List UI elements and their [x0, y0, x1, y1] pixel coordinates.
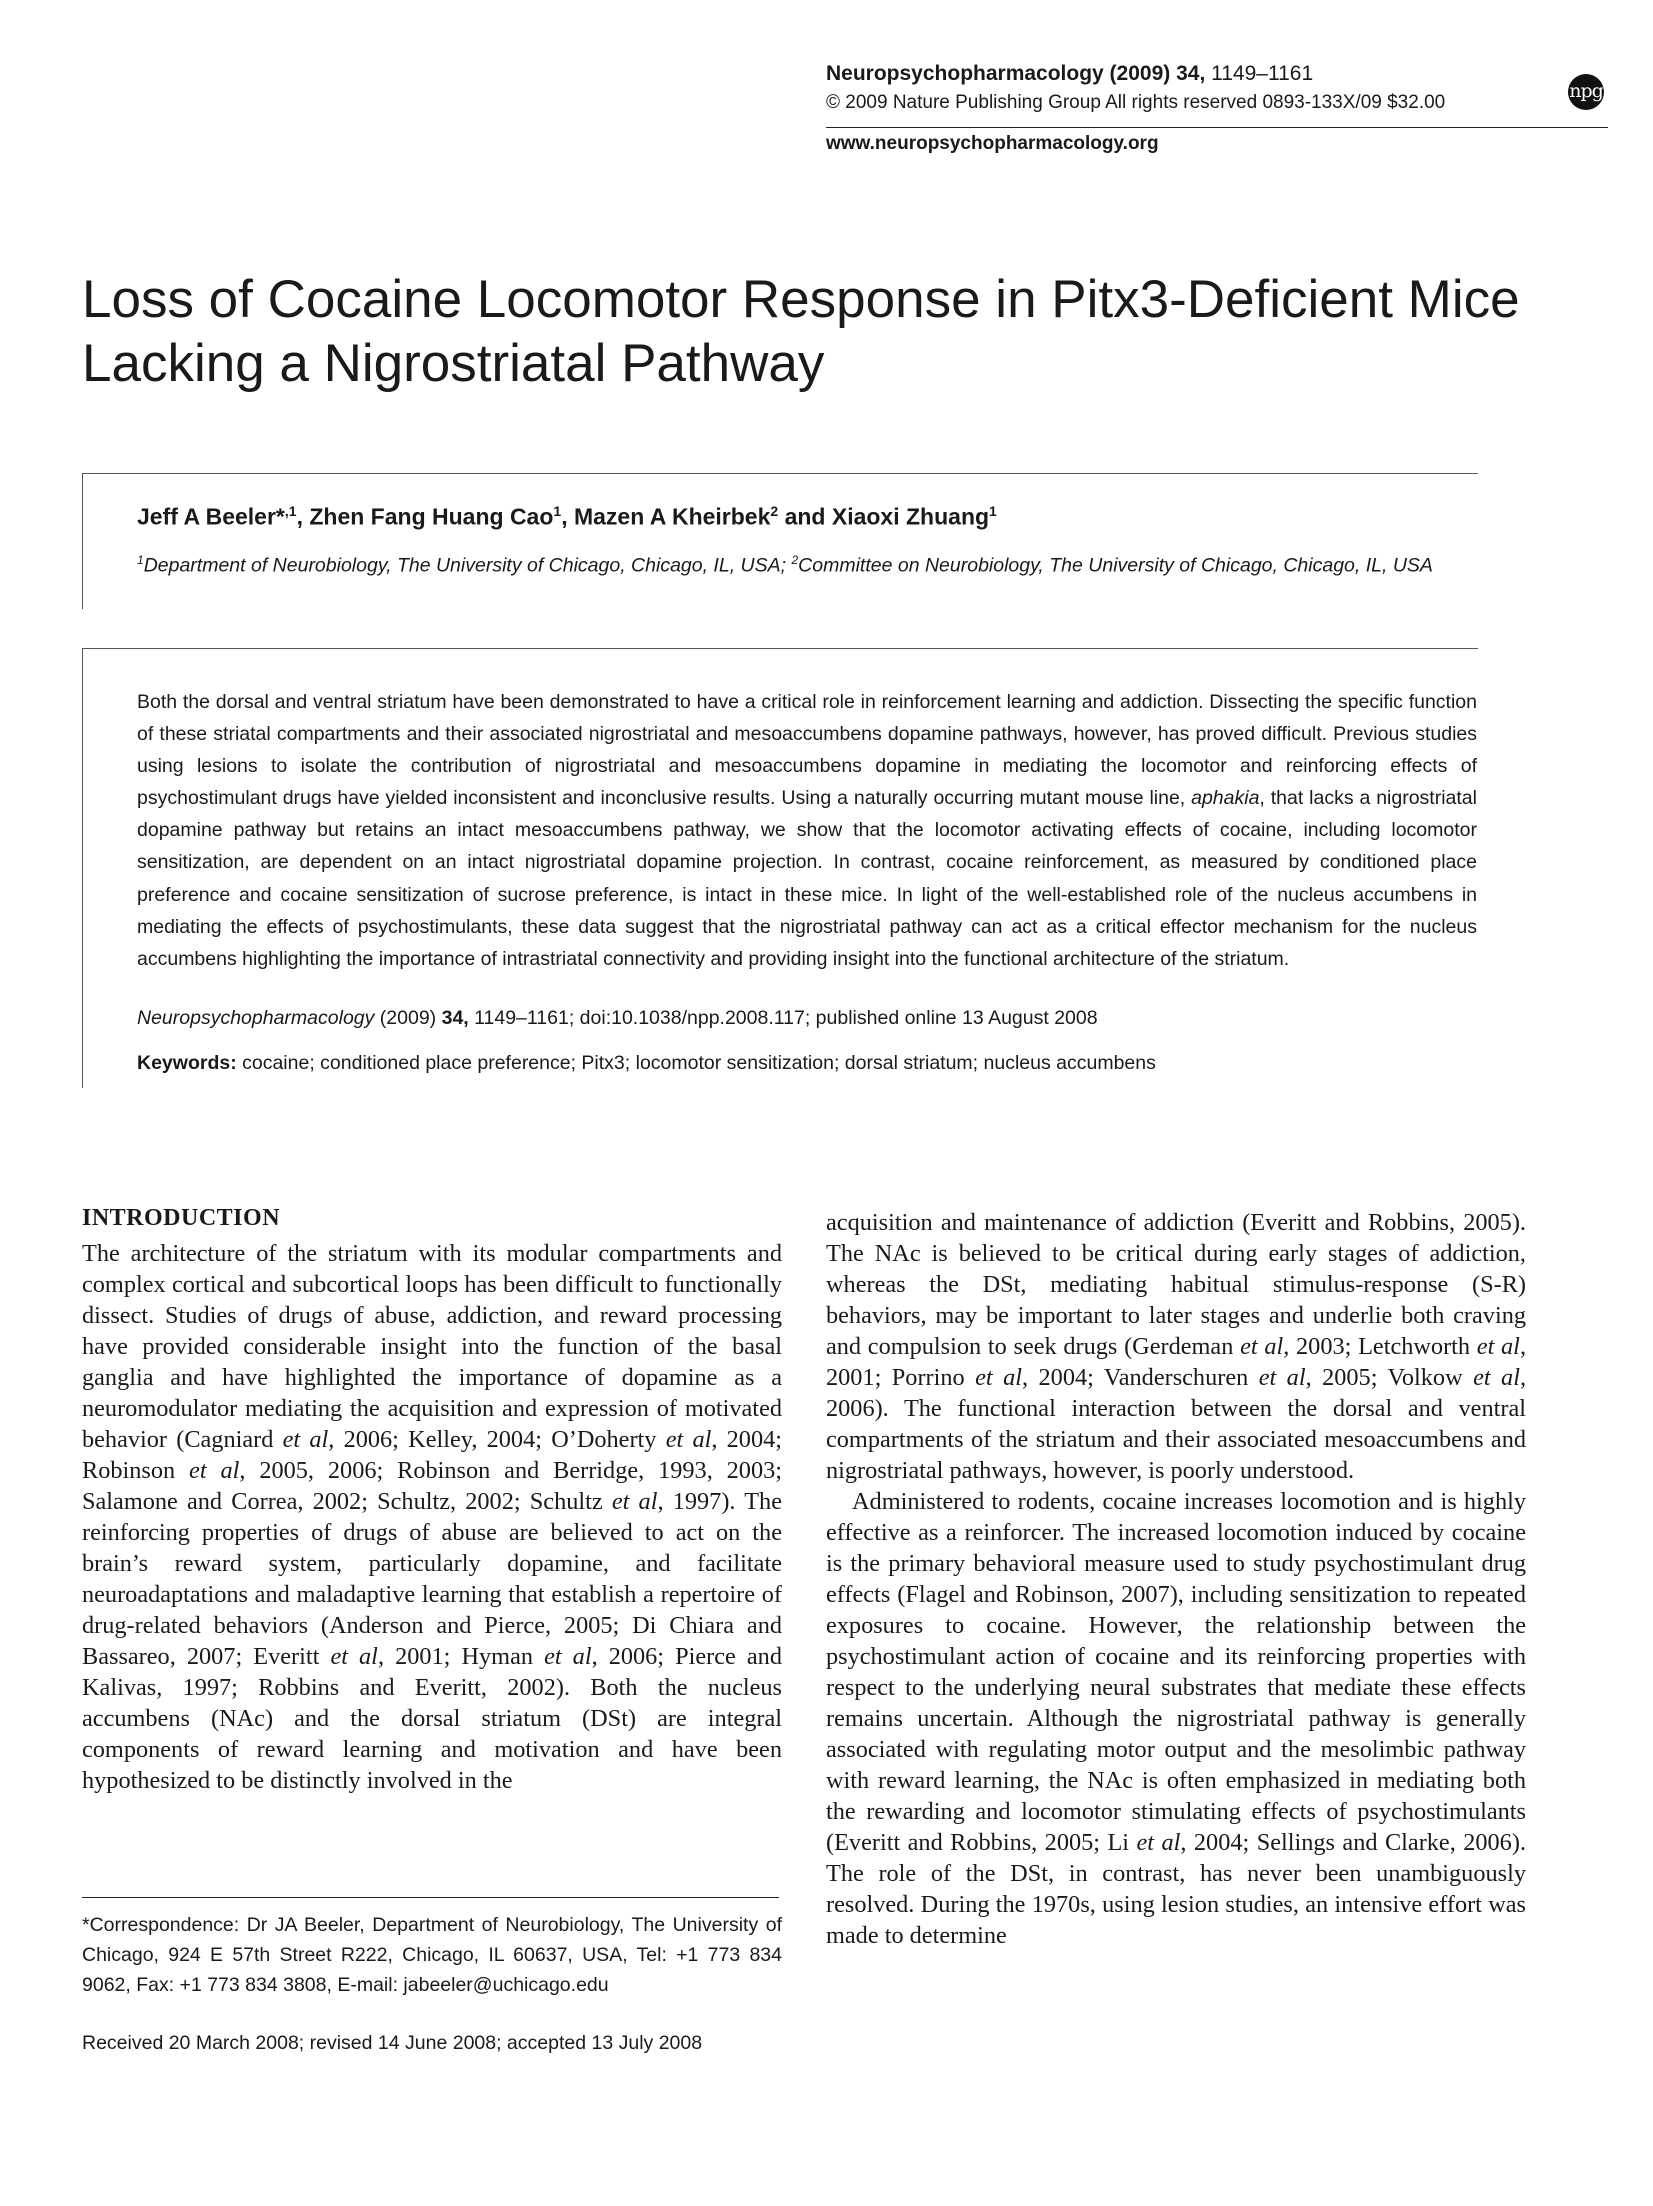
text-span: , 2006). The functional interaction between the dorsal and ventral compartments of the striatum and their associated mesoaccumbens and nigrostriatal pathways, however, is poorly understood. [826, 1364, 1527, 1484]
abstract-part: Both the dorsal and ventral striatum have been demonstrated to have a critical role in reinforcement learning and addiction. Dissecting the specific function of these striatal compartments and their associated nigrostriatal and mesoaccumbens dopamine pathways, however, has proved difficult. Previous studies using lesions to isolate the contribution of nigrostriatal and mesoaccumbens dopamine in mediating the locomotor and reinforcing effects of psychostimulant drugs have yielded inconsistent and inconclusive results. Using a naturally occurring mutant mouse line, [137, 691, 1477, 810]
text-span: , 2006; Pierce and Kalivas, 1997; Robbins and Everitt, 2002). Both the nucleus accumbens (NAc) and the dorsal striatum (DSt) are integral components of reward learning and motivation and have been hypothesized to be distinctly involved in the [82, 1643, 782, 1794]
received-dates: Received 20 March 2008; revised 14 June 2008; accepted 13 July 2008 [82, 2032, 703, 2054]
author-affil-marker: 2 [770, 503, 779, 519]
et-al: et al [665, 1426, 712, 1453]
text-span: , 2005, 2006; Robinson and Berridge, 1993, 2003; Salamone and Correa, 2002; Schultz, 2002; Schultz [82, 1457, 782, 1515]
et-al: et al [1476, 1333, 1520, 1360]
section-heading-introduction: INTRODUCTION [82, 1205, 281, 1231]
affiliations [137, 544, 1437, 582]
intro-paragraph [82, 1238, 782, 1796]
text-span: , 1997). The reinforcing properties of drugs of abuse are believed to act on the brain’s reward system, particularly dopamine, and facilitate neuroadaptations and maladaptive learning that establish a repertoire of drug-related behaviors (Anderson and Pierce, 2005; Di Chiara and Bassareo, 2007; Everitt [82, 1488, 782, 1670]
abstract-citation [137, 1007, 1098, 1030]
author-list [137, 503, 997, 531]
keywords [137, 1052, 1156, 1075]
abstract-box-side-rule [82, 648, 83, 1088]
author-name: , Zhen Fang Huang Cao [296, 503, 554, 530]
et-al: et al [544, 1643, 592, 1670]
author-affil-marker: 1 [989, 503, 997, 519]
affiliation: Department of Neurobiology, The University of Chicago, Chicago, IL, USA; [143, 554, 792, 577]
affil-marker: 1 [137, 553, 144, 567]
citation-journal: Neuropsychopharmacology [137, 1007, 375, 1029]
author-name: , Mazen A Kheirbek [561, 503, 771, 530]
author-box-side-rule [82, 473, 83, 609]
keywords-label: Keywords: [137, 1052, 237, 1074]
et-al: et al [1240, 1333, 1284, 1360]
text-span: Administered to rodents, cocaine increases locomotion and is highly effective as a reinforcer. The increased locomotion induced by cocaine is the primary behavioral measure used to study psychostimulant drug effects (Flagel and Robinson, 2007), including sensitization to repeated exposures to cocaine. However, the relationship between the psychostimulant action of cocaine and its reinforcing properties with respect to the underlying neural substrates that mediate these effects remains uncertain. Although the nigrostriatal pathway is generally associated with regulating motor output and the mesolimbic pathway with reward learning, the NAc is often emphasized in mediating both the rewarding and locomotor stimulating effects of psychostimulants (Everitt and Robbins, 2005; Li [826, 1488, 1526, 1856]
text-span: , 2005; Volkow [1305, 1364, 1474, 1391]
text-span: acquisition and maintenance of addiction (Everitt and Robbins, 2005). The NAc is believed to be critical during early stages of addiction, whereas the DSt, mediating habitual stimulus-response (S-R) behaviors, may be important to later stages and underlie both craving and compulsion to seek drugs (Gerdeman [826, 1209, 1526, 1360]
author-affil-marker: ,1 [284, 503, 297, 519]
journal-citation-header [826, 62, 1313, 86]
et-al: et al [189, 1457, 240, 1484]
et-al: et al [1136, 1829, 1181, 1856]
affiliation: Committee on Neurobiology, The University of Chicago, Chicago, IL, USA [798, 554, 1433, 577]
text-span: , 2004; Sellings and Clarke, 2006). The role of the DSt, in contrast, has never been unambiguously resolved. During the 1970s, using lesion studies, an intensive effort was made to determine [826, 1829, 1526, 1949]
text-span: , 2004; Vanderschuren [1022, 1364, 1259, 1391]
et-al: et al [330, 1643, 378, 1670]
et-al: et al [975, 1364, 1023, 1391]
abstract-text [137, 686, 1477, 975]
text-span: The architecture of the striatum with its modular compartments and complex cortical and subcortical loops has been difficult to functionally dissect. Studies of drugs of abuse, addiction, and reward processing have provided considerable insight into the function of the basal ganglia and have highlighted the importance of dopamine as a neuromodulator mediating the acquisition and expression of motivated behavior (Cagniard [82, 1240, 782, 1453]
article-title: Loss of Cocaine Locomotor Response in Pitx3-Deficient Mice Lacking a Nigrostriatal Pathway [82, 270, 1520, 393]
affil-marker: 2 [791, 553, 799, 567]
journal-url-link[interactable]: www.neuropsychopharmacology.org [826, 133, 1159, 154]
journal-pages: 1149–1161 [1205, 62, 1314, 85]
text-span: , 2003; Letchworth [1283, 1333, 1477, 1360]
author-affil-marker: 1 [553, 503, 562, 519]
abstract-box-rule [82, 648, 1478, 649]
citation-volume: 34, [441, 1007, 469, 1029]
footnote-rule [82, 1897, 779, 1898]
citation-year: (2009) [374, 1007, 442, 1029]
author-name: Jeff A Beeler* [137, 503, 285, 530]
et-al: et al [1473, 1364, 1520, 1391]
text-span: , 2006; Kelley, 2004; O’Doherty [328, 1426, 666, 1453]
body-column-right [826, 1207, 1526, 1951]
correspondence-footnote: *Correspondence: Dr JA Beeler, Department of Neurobiology, The University of Chicago, 924 E 57th Street R222, Chicago, IL 60637, USA, Tel: +1 773 834 9062, Fax: +1 773 834 3808, E-mail: jabeeler@uchicago.edu [82, 1914, 782, 1996]
text-span: , 2004; Robinson [82, 1426, 783, 1484]
et-al: et al [611, 1488, 658, 1515]
abstract-part: , that lacks a nigrostriatal dopamine pathway but retains an intact mesoaccumbens pathway, we show that the locomotor activating effects of cocaine, including locomotor sensitization, are dependent on an intact nigrostriatal dopamine projection. In contrast, cocaine reinforcement, as measured by conditioned place preference and cocaine sensitization of sucrose preference, is intact in these mice. In light of the well-established role of the nucleus accumbens in mediating the effects of psychostimulants, these data suggest that the nigrostriatal pathway can act as a critical effector mechanism for the nucleus accumbens highlighting the importance of intrastriatal connectivity and providing insight into the functional architecture of the striatum. [137, 787, 1477, 970]
citation-details: 1149–1161; doi:10.1038/npp.2008.117; published online 13 August 2008 [468, 1007, 1098, 1029]
author-name: and Xiaoxi Zhuang [778, 503, 990, 530]
keywords-list: cocaine; conditioned place preference; Pitx3; locomotor sensitization; dorsal striatum; nucleus accumbens [236, 1052, 1156, 1074]
text-span: , 2001; Porrino [826, 1333, 1527, 1391]
et-al: et al [282, 1426, 329, 1453]
abstract-italic-term: aphakia [1191, 787, 1260, 810]
journal-name: Neuropsychopharmacology (2009) 34, [826, 62, 1206, 85]
intro-paragraph [826, 1486, 1526, 1951]
et-al: et al [1258, 1364, 1306, 1391]
author-box-rule [82, 473, 1478, 474]
copyright-line: © 2009 Nature Publishing Group All rights reserved 0893-133X/09 $32.00 [826, 92, 1446, 113]
intro-paragraph [826, 1207, 1526, 1486]
npg-logo: npg [1568, 74, 1604, 110]
body-column-left [82, 1238, 782, 1796]
text-span: , 2001; Hyman [377, 1643, 545, 1670]
header-rule [826, 127, 1608, 128]
